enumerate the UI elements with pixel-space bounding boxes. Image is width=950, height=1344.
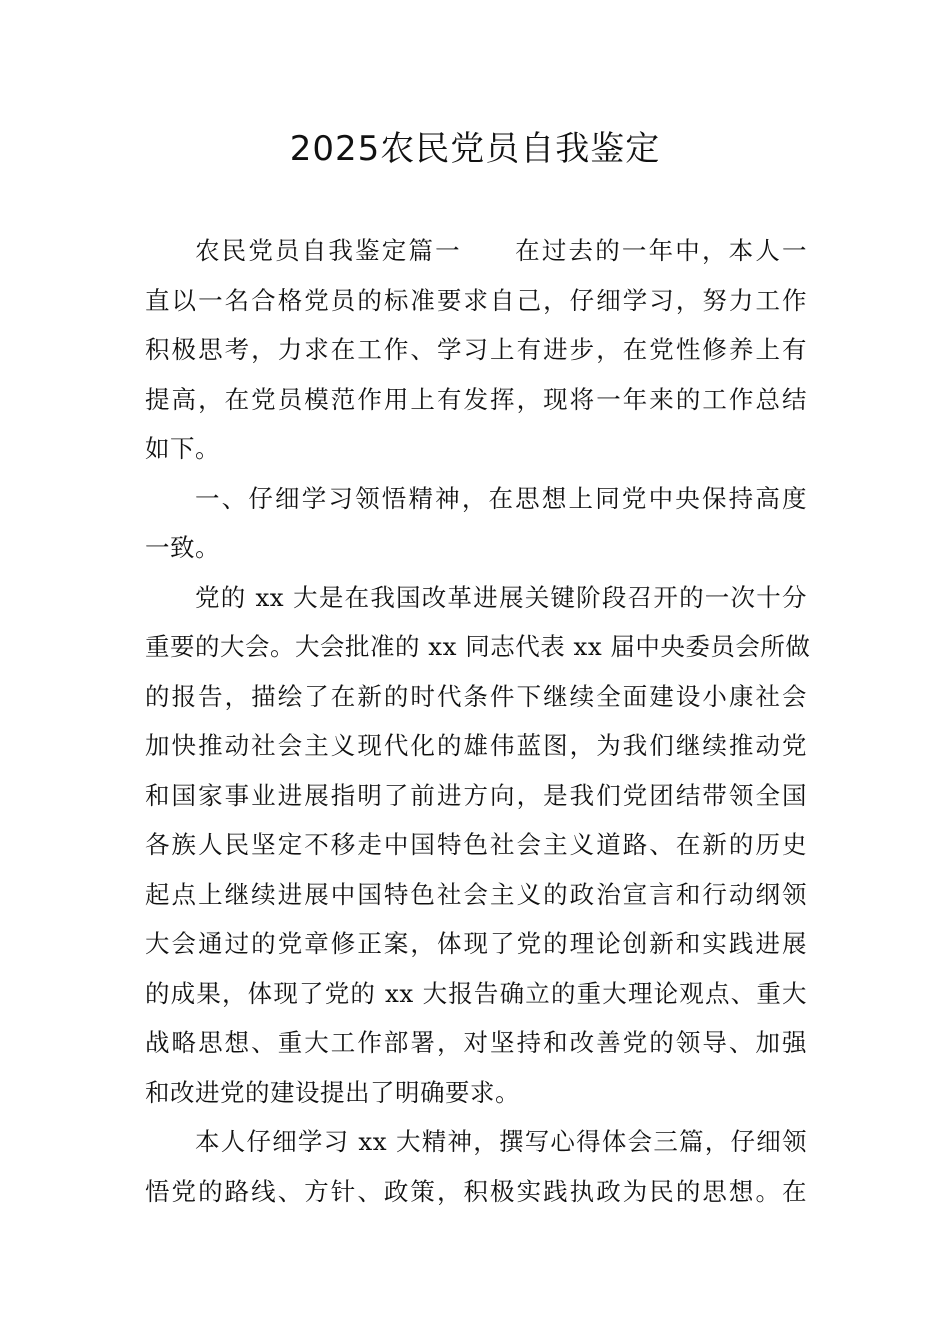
text-line: 一致。 (145, 533, 220, 562)
text-line: 大会通过的党章修正案，体现了党的理论创新和实践进展 (145, 929, 807, 958)
document-title: 2025农民党员自我鉴定 (289, 129, 661, 169)
text-line: 农民党员自我鉴定篇一 在过去的一年中，本人一 (195, 236, 807, 265)
text-line: 如下。 (145, 434, 220, 463)
text-line: 的成果，体现了党的 xx 大报告确立的重大理论观点、重大 (145, 978, 807, 1008)
text-line: 党的 xx 大是在我国改革进展关键阶段召开的一次十分 (195, 582, 807, 612)
text-line: 悟党的路线、方针、政策，积极实践执政为民的思想。在 (145, 1176, 807, 1206)
text-line: 本人仔细学习 xx 大精神，撰写心得体会三篇，仔细领 (195, 1127, 807, 1156)
text-line: 直以一名合格党员的标准要求自己，仔细学习，努力工作 (145, 285, 807, 315)
text-line: 一、仔细学习领悟精神，在思想上同党中央保持高度 (195, 483, 807, 513)
text-line: 加快推动社会主义现代化的雄伟蓝图，为我们继续推动党 (145, 731, 807, 760)
text-line: 提高，在党员模范作用上有发挥，现将一年来的工作总结 (145, 384, 807, 414)
text-line: 各族人民坚定不移走中国特色社会主义道路、在新的历史 (145, 830, 807, 859)
document-body (145, 226, 811, 1216)
text-line: 重要的大会。大会批准的 xx 同志代表 xx 届中央委员会所做 (145, 632, 811, 661)
text-line: 积极思考，力求在工作、学习上有进步，在党性修养上有 (145, 335, 807, 364)
text-line: 的报告，描绘了在新的时代条件下继续全面建设小康社会 (145, 681, 807, 711)
text-line: 战略思想、重大工作部署，对坚持和改善党的领导、加强 (145, 1028, 807, 1057)
text-line: 和改进党的建设提出了明确要求。 (145, 1077, 520, 1107)
text-line: 和国家事业进展指明了前进方向，是我们党团结带领全国 (145, 780, 807, 810)
text-line: 起点上继续进展中国特色社会主义的政治宣言和行动纲领 (145, 879, 807, 909)
